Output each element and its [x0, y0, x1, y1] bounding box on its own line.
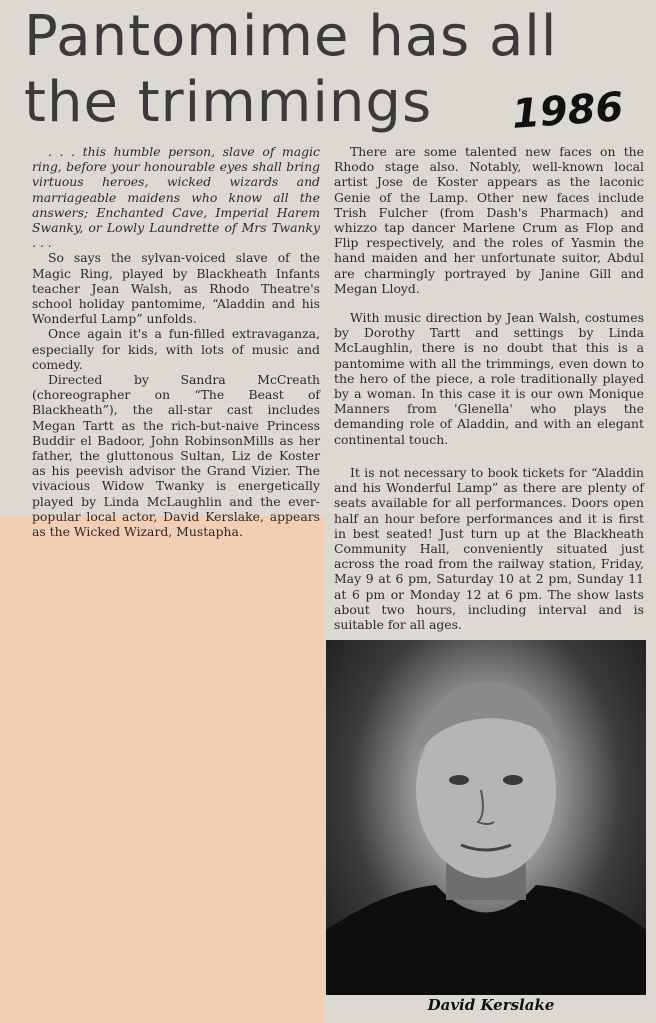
intro-quote: . . . this humble person, slave of magic ring, before your honourable eyes shall bring virtuous heroes, wicked wizards and marriageable maidens who know all the answers; Enchanted Cave, Imperial Harem Swanky, or Lowly Laundrette of Mrs Twanky . . .: [32, 144, 320, 251]
portrait-photo: [326, 640, 646, 995]
left-column: [32, 144, 320, 539]
right-paragraph-2: With music direction by Jean Walsh, costumes by Dorothy Tartt and settings by Linda McLaughlin, there is no doubt that this is a pantomime with all the trimmings, even down to the hero of the piece, a role traditionally played by a woman. In this case it is our own Monique Manners from 'Glenella' who plays the demanding role of Aladdin, and with an elegant continental touch.: [334, 310, 644, 447]
headline: Pantomime has all the trimmings: [24, 4, 558, 135]
left-paragraph-3: Directed by Sandra McCreath (choreographer on “The Beast of Blackheath”), the all-star cast includes Megan Tartt as the rich-but-naive Princess Buddir el Badoor, John RobinsonMills as her father, the gluttonous Sultan, Liz de Koster as his peevish advisor the Grand Vizier. The vivacious Widow Twanky is energetically played by Linda McLaughlin and the ever-popular local actor, David Kerslake, appears as the Wicked Wizard, Mustapha.: [32, 372, 320, 540]
left-paragraph-2: Once again it's a fun-filled extravaganza, especially for kids, with lots of music and comedy.: [32, 326, 320, 372]
photo-caption: David Kerslake: [427, 996, 555, 1014]
right-column-lower: [334, 465, 644, 632]
portrait-figure-icon: [326, 640, 646, 995]
handwritten-year: 1986: [510, 84, 625, 138]
right-paragraph-1: There are some talented new faces on the Rhodo stage also. Notably, well-known local artist Jose de Koster appears as the laconic Genie of the Lamp. Other new faces include Trish Fulcher (from Dash's Pharmach) and whizzo tap dancer Marlene Crum as Flop and Flip respectively, and the roles of Yasmin the hand maiden and her unfortunate suitor, Abdul are charmingly portrayed by Janine Gill and Megan Lloyd.: [334, 144, 644, 296]
right-paragraph-3: It is not necessary to book tickets for “Aladdin and his Wonderful Lamp” as there are plenty of seats available for all performances. Doors open half an hour before performances and it is first in best seated! Just turn up at the Blackheath Community Hall, conveniently situated just across the road from the railway station, Friday, May 9 at 6 pm, Saturday 10 at 2 pm, Sunday 11 at 6 pm or Monday 12 at 6 pm. The show lasts about two hours, including interval and is suitable for all ages.: [334, 465, 644, 633]
right-column: [334, 144, 644, 447]
left-paragraph-1: So says the sylvan-voiced slave of the Magic Ring, played by Blackheath Infants teacher Jean Walsh, as Rhodo Theatre's school holiday pantomime, “Aladdin and his Wonderful Lamp” unfolds.: [32, 250, 320, 327]
